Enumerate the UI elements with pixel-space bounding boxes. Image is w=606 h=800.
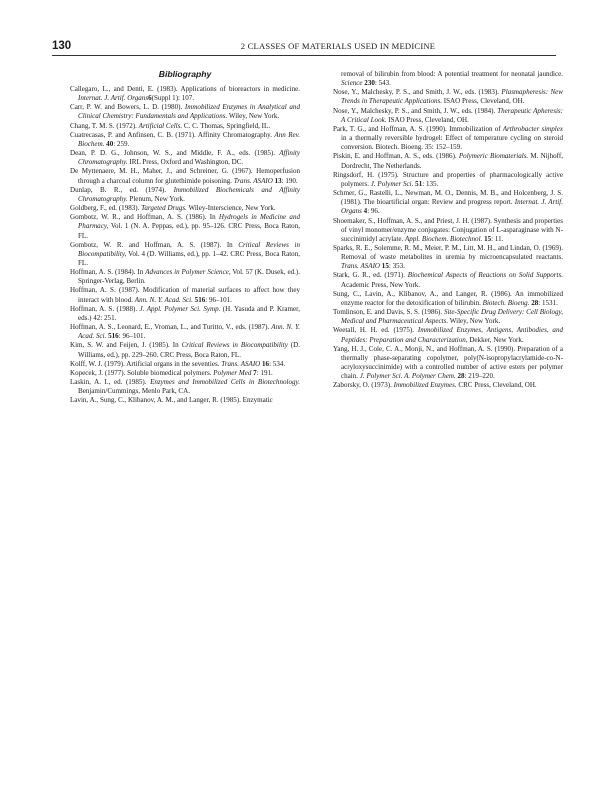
reference-title: Trans. ASAIO [341,262,381,271]
reference-title: Immobilized Biochemicals and Affinity Chromatography. [78,185,300,203]
reference-title: Plasmapheresis: New Trends in Therapeutic Applications. [341,88,563,106]
reference-post: C. C. Thomas, Springfield, IL. [182,121,271,130]
reference-entry [333,125,563,152]
reference-post: Vol. 57 (K. Dusek, ed.). Springer-Verlag, Berlin. [78,268,300,286]
reference-post: ISAO Press, Cleveland, OH. [386,115,469,124]
reference-pre: Weetall, H. H. ed. (1975). [333,326,418,335]
reference-entry [70,186,300,204]
reference-entry [70,85,300,103]
reference-entry [70,360,300,369]
reference-entry [70,103,300,121]
reference-vol: 15 [380,262,389,271]
page-number: 130 [52,40,72,52]
section-title: Bibliography [158,69,212,79]
reference-pre: Dean, P. D. G., Johnson, W. S., and Middle, F. A., eds. (1985). [70,149,280,158]
reference-vol: 13 [272,176,282,185]
running-head: 2 CLASSES OF MATERIALS USED IN MEDICINE [240,41,436,51]
reference-pre: Stark, G. R., ed. (1971). [333,271,408,280]
reference-title: Polymer Med [213,368,252,377]
reference-title: Critical Reviews in Biocompatibility, [78,240,300,258]
bibliography-right-column [333,70,563,390]
reference-title: J. Appl. Polymer Sci. Symp. [139,304,221,313]
reference-title: Artificial Cells. [138,121,183,130]
reference-title: Appl. Biochem. Biotechnol. [405,234,483,243]
reference-title: Internat. J. Artif. Organs [341,198,563,216]
reference-entry [70,167,300,185]
reference-pre: Sparks, R. E., Solemme, R. M., Meier, P. M., Litt, M. H., and Lindan, O. (1969). Removal of waste metabolites in uremia by microencapsulated reactants. [333,243,563,262]
reference-post: Wiley, New York. [448,317,501,326]
reference-entry [70,204,300,213]
reference-title: Immobilized Enzymes in Analytical and Clinical Chemistry: Fundamentals and Applications. [78,103,300,121]
reference-post: Wiley, New York. [227,112,280,121]
reference-entry [70,268,300,286]
reference-vol: 230 [362,79,375,88]
reference-post: : 219–220. [464,372,495,381]
reference-vol: 28 [455,372,465,381]
reference-entry [70,323,300,341]
reference-entry [333,152,563,170]
reference-title: Internat. J. Artif. Organs [78,94,149,103]
reference-title: Immobilized Enzymes, Antigens, Antibodies, and Peptides: Preparation and Characterization, [341,326,563,344]
reference-entry [333,244,563,271]
reference-pre: Ringsdorf, H. (1975). Structure and properties of pharmacologically active polymers. [333,170,563,188]
reference-vol: 16 [260,359,270,368]
reference-post: (Suppl 1): 107. [151,94,195,103]
reference-post: CRC Press, Cleveland, OH. [456,381,537,390]
reference-title: Therapeutic Apheresis: A Critical Look. [341,106,564,124]
reference-post: Dekker, New York. [467,335,524,344]
reference-post: : 96–101. [118,332,146,341]
reference-post: : 534. [269,359,286,368]
reference-post: : 353. [388,262,405,271]
reference-pre: Lavin, A., Sung, C., Klibanov, A. M., and Langer, R. (1985). Enzymatic [70,396,273,405]
reference-post: : 1531. [538,298,558,307]
reference-pre: Callegaro, L., and Denti, E. (1983). Applications of bioreactors in medicine. [70,85,300,93]
reference-entry [333,107,563,125]
reference-title: J. Polymer Sci. A. Polymer Chem. [359,372,456,381]
reference-entry [333,171,563,189]
reference-post: ISAO Press, Cleveland, OH. [442,97,525,106]
reference-pre: Sung, C., Lavin, A., Klibanov, A., and Langer, R. (1986). An immobilized enzyme reactor for the detoxification of bilirubin. [333,289,563,307]
reference-vol: 40 [104,139,114,148]
reference-title: Targeted Drugs. [141,204,187,213]
reference-title: Critical Reviews in Biocompatibility [181,341,288,350]
reference-entry [333,381,563,390]
reference-title: Affinity Chromatography. [78,149,300,167]
reference-pre: Hoffman, A. S. (1987). Modification of material surfaces to affect how they interact with blood. [70,286,300,304]
reference-pre: Goldberg, F., ed. (1983). [70,204,142,213]
reference-post: M. Nijhoff, Dordrecht, The Netherlands. [341,152,563,170]
reference-post: : 135. [422,179,439,188]
reference-vol: 51 [413,179,423,188]
reference-entry [70,341,300,359]
reference-post: : 11. [491,234,504,243]
reference-pre: Carr, P. W. and Bowers, L. D. (1980). [70,103,185,112]
reference-pre: Cuatrecasas, P. and Anfinsen, C. B. (1971). Affinity Chromatography. [70,130,275,139]
reference-post: IRL Press, Oxford and Washington, DC. [127,158,244,167]
reference-entry [333,290,563,308]
reference-entry [333,189,563,216]
reference-title: Trans. ASAIO [233,176,273,185]
reference-pre: Shoemaker, S., Hoffman, A. S., and Priest, J. H. (1987). Synthesis and properties of vinyl monomer/enzyme conjugates: Conjugation of L-asparaginase with N-succinimidyl acrylate. [333,216,563,243]
reference-post: : 96. [367,207,380,216]
reference-entry [333,217,563,244]
reference-entry [70,305,300,323]
reference-vol: 28 [529,298,539,307]
reference-pre: Zaborsky, O. (1973). [333,381,394,390]
bibliography-left-column [70,69,300,405]
reference-title: Polymeric Biomaterials. [458,152,529,161]
reference-post: (H. Yasuda and P. Kramer, eds.) 42: 251. [78,304,300,322]
reference-pre: Tomlinson, E. and Davis, S. S. (1986). [333,308,444,317]
reference-title: Ann. N. Y. Acad. Sci. [134,295,193,304]
reference-list-right [333,70,563,390]
reference-entry [70,378,300,396]
reference-pre: Kopecek, J. (1977). Soluble biomedical polymers. [70,368,214,377]
reference-pre: Hoffman, A. S. (1988). [70,304,140,313]
reference-entry [70,396,300,405]
reference-post: : 96–101. [205,295,232,304]
reference-title: Ann. N. Y. Acad. Sci. [78,323,300,341]
reference-entry [70,213,300,240]
reference-entry [70,286,300,304]
reference-post: Wiley-Interscience, New York. [186,204,276,213]
reference-post: : 543. [374,79,391,88]
reference-entry [333,308,563,326]
reference-post: : 190. [281,176,298,185]
reference-entry [333,345,563,382]
reference-vol: 6 [148,94,152,103]
reference-entry [70,131,300,149]
reference-title: Science [341,79,363,88]
reference-list-left [70,85,300,405]
reference-pre: Chang, T. M. S. (1972). [70,121,139,130]
reference-title: Ann Rev. Biochem. [78,130,300,148]
reference-post: Benjamin/Cummings, Menlo Park, CA. [78,387,190,396]
reference-entry [333,88,563,106]
reference-title: Advances in Polymer Science, [145,268,231,277]
reference-pre: Park, T. G., and Hoffman, A. S. (1990). Immobilization of [333,124,503,133]
reference-pre: Piskin, E. and Hoffman, A. S., eds. (1986). [333,152,459,161]
reference-title: Immobilized Enzymes. [393,381,457,390]
reference-title: J. Polymer Sci. [370,179,414,188]
reference-entry [333,271,563,289]
reference-post: (D. Williams, ed.), pp. 229–260. CRC Press, Boca Raton, FL. [78,341,300,359]
reference-vol: 7 [251,368,257,377]
reference-title: Arthrobacter simplex [502,124,563,133]
reference-pre: Laskin, A. I., ed. (1985). [70,378,151,386]
reference-post: Plenum, New York. [127,194,185,203]
reference-vol: 15 [482,234,492,243]
reference-entry [70,122,300,131]
reference-post: : 259. [113,139,130,148]
reference-pre: Yang, H. J., Cole, C. A., Monji, N., and Hoffman, A. S. (1990). Preparation of a thermally phase-separating copolymer, poly(N-isopropylacrylamide-co-N-acryloxysuccinimide) with a controlled number of active esters per polymer chain. [333,344,563,381]
reference-post: Vol. 1 (N. A. Peppas, ed.), pp. 95–126. CRC Press, Boca Raton, FL. [78,222,300,240]
reference-title: Enzymes and Immobilized Cells in Biotechnology. [150,378,300,386]
reference-pre: Schmer, G., Rastelli, L., Newman, M. O., Dennis, M. B., and Holcenberg, J. S. (1981). The bioartificial organ: Review and progress report. [333,189,563,207]
reference-title: Hydrogels in Medicine and Pharmacy, [78,213,300,231]
reference-title: Site-Specific Drug Delivery: Cell Biology, Medical and Pharmaceutical Aspects. [341,308,563,326]
reference-pre: Dunlap, B. R., ed. (1974). [70,185,174,194]
reference-entry [333,326,563,344]
reference-pre: Kim, S. W. and Feijen, J. (1985). In [70,341,182,350]
reference-post: Academic Press, New York. [341,280,421,289]
reference-pre: removal of bilirubin from blood: A potential treatment for neonatal jaundice. [341,70,563,78]
reference-pre: Gombotz, W. R., and Hoffman, A. S. (1986). In [70,213,219,222]
reference-entry [70,149,300,167]
header-rule [52,55,556,56]
reference-pre: Nose, Y., Malchesky, P. S., and Smith, J. W., eds. (1983). [333,88,502,97]
reference-pre: Hoffman, A. S. (1984). In [70,268,146,277]
reference-vol: 516 [192,295,206,304]
reference-post: : 191. [256,368,273,377]
reference-entry [70,241,300,268]
reference-title: Trans. ASAIO [221,359,261,368]
reference-entry [333,70,563,88]
reference-pre: Gombotz, W. R. and Hoffman, A. S. (1987). In [70,240,239,249]
reference-pre: Hoffman, A. S., Leonard, E., Vroman, L., and Turitto, V., eds. (1987). [70,323,272,332]
reference-post: in a thermally reversible hydrogel: Effect of temperature cycling on steroid conversion. Biotech. Bioeng. 35: 152–159. [341,134,563,152]
reference-post: Vol. 4 (D. Williams, ed.), pp. 1–42. CRC Press, Boca Raton, FL. [78,249,300,267]
reference-pre: Kolff, W. J. (1979). Artificial organs in the seventies. [70,359,222,368]
reference-title: Biotech. Bioeng. [482,298,530,307]
reference-entry [70,369,300,378]
reference-pre: Nose, Y., Malchesky, P. S., and Smith, J. W., eds. (1984). [333,106,498,115]
reference-vol: 516 [106,332,119,341]
reference-vol: 4 [361,207,368,216]
reference-title: Biochemical Aspects of Reactions on Solid Supports. [407,271,563,280]
reference-pre: De Myttenaere, M. H., Maher, J., and Schreiner, G. (1967). Hemoperfusion through a charcoal column for glutethimide poisoning. [70,167,300,185]
